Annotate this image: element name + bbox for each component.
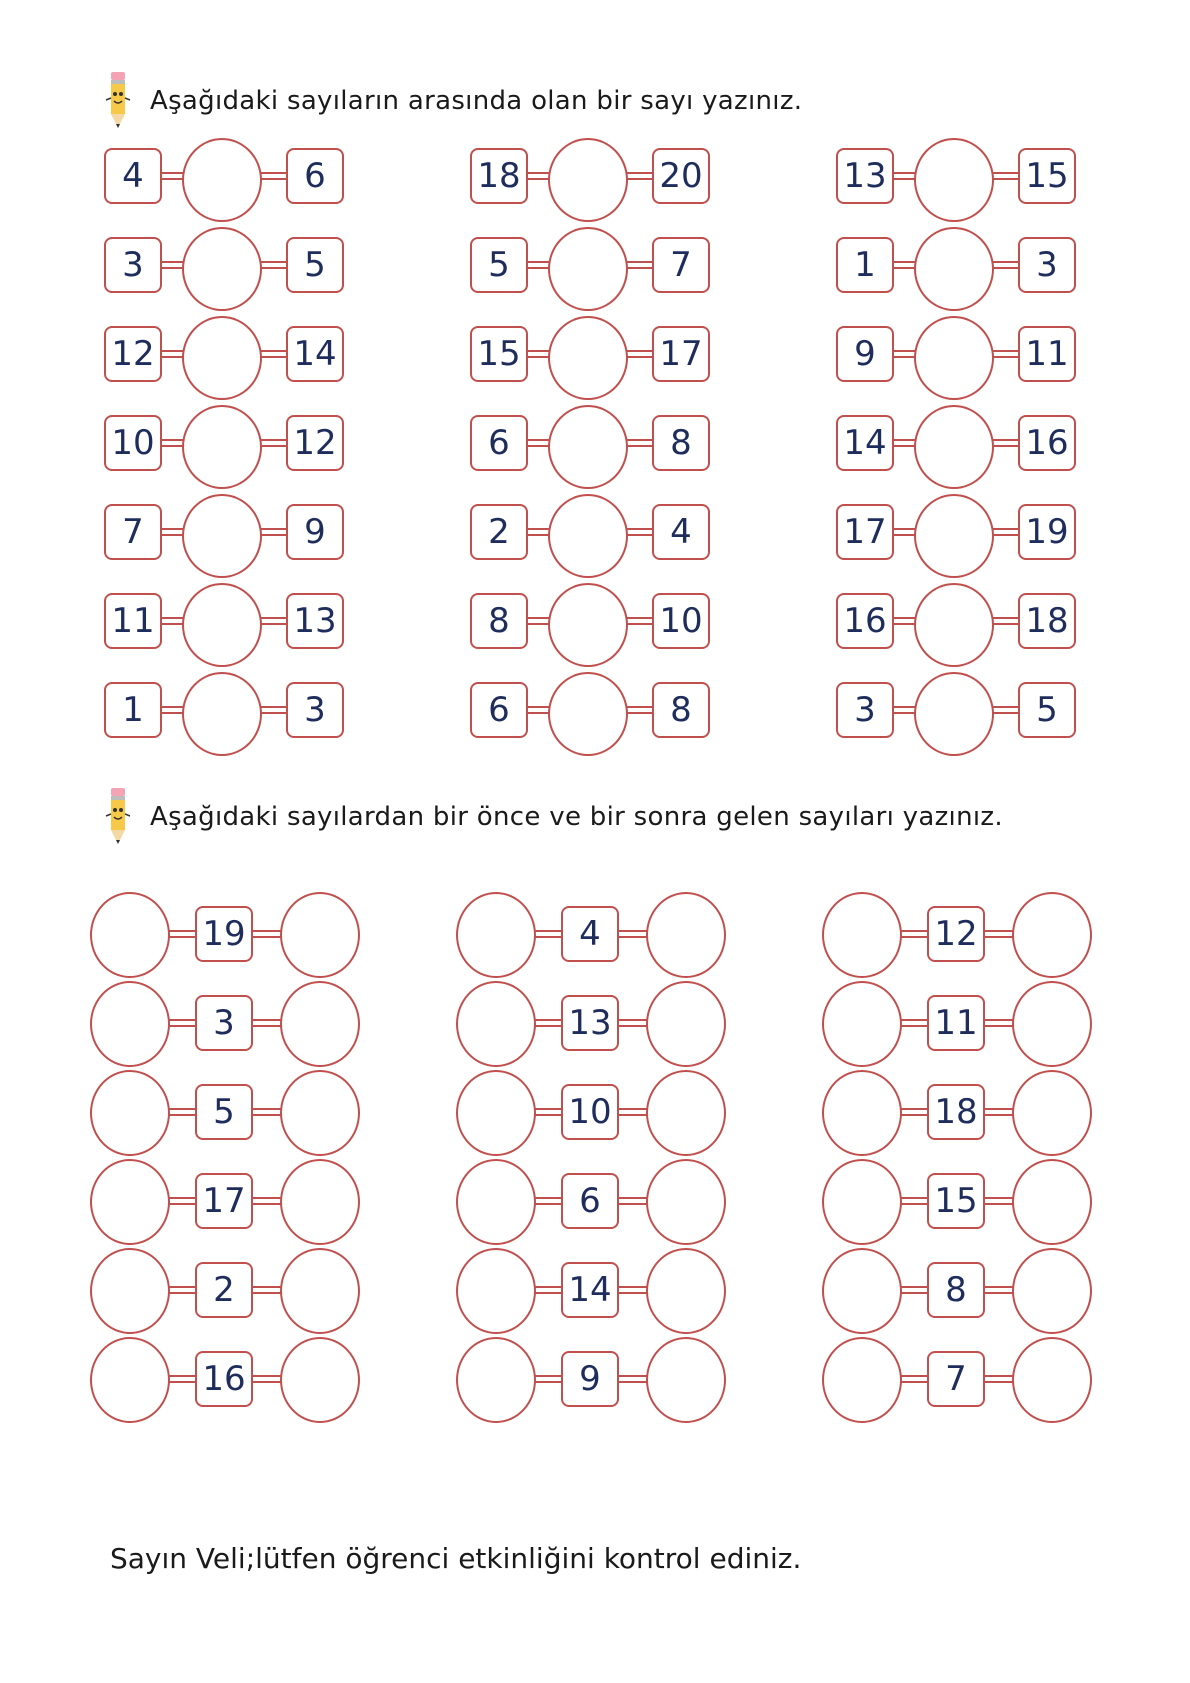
before-after-row — [90, 1159, 360, 1248]
connector — [260, 350, 288, 358]
after-answer-circle[interactable] — [1012, 1159, 1092, 1245]
answer-circle[interactable] — [182, 227, 262, 311]
connector — [900, 1197, 929, 1205]
right-number-box: 13 — [286, 593, 344, 649]
before-after-row — [456, 1159, 726, 1248]
before-after-column — [90, 892, 360, 1426]
before-answer-circle[interactable] — [456, 1070, 536, 1156]
right-number-box: 10 — [652, 593, 710, 649]
connector — [251, 1197, 282, 1205]
between-row — [836, 227, 1076, 316]
before-answer-circle[interactable] — [90, 1337, 170, 1423]
connector — [626, 528, 654, 536]
connector — [983, 1019, 1014, 1027]
before-answer-circle[interactable] — [822, 1248, 902, 1334]
connector — [251, 930, 282, 938]
connector — [534, 1019, 563, 1027]
given-number-box: 6 — [561, 1173, 619, 1229]
answer-circle[interactable] — [914, 316, 994, 400]
connector — [617, 1108, 648, 1116]
left-number-box: 8 — [470, 593, 528, 649]
given-number-box: 4 — [561, 906, 619, 962]
connector — [168, 1375, 197, 1383]
connector — [992, 617, 1020, 625]
connector — [528, 350, 550, 358]
connector — [528, 172, 550, 180]
answer-circle[interactable] — [548, 672, 628, 756]
given-number-box: 11 — [927, 995, 985, 1051]
answer-circle[interactable] — [914, 227, 994, 311]
between-row — [104, 227, 344, 316]
left-number-box: 1 — [104, 682, 162, 738]
connector — [528, 706, 550, 714]
before-after-row — [456, 892, 726, 981]
connector — [894, 439, 916, 447]
answer-circle[interactable] — [182, 494, 262, 578]
connector — [534, 930, 563, 938]
given-number-box: 10 — [561, 1084, 619, 1140]
given-number-box: 8 — [927, 1262, 985, 1318]
connector — [626, 439, 654, 447]
right-number-box: 3 — [1018, 237, 1076, 293]
before-after-row — [822, 1159, 1092, 1248]
left-number-box: 3 — [836, 682, 894, 738]
between-row — [470, 316, 710, 405]
connector — [626, 350, 654, 358]
connector — [894, 617, 916, 625]
between-row — [104, 583, 344, 672]
connector — [900, 1375, 929, 1383]
before-after-row — [822, 981, 1092, 1070]
right-number-box: 8 — [652, 415, 710, 471]
left-number-box: 16 — [836, 593, 894, 649]
after-answer-circle[interactable] — [280, 892, 360, 978]
given-number-box: 9 — [561, 1351, 619, 1407]
given-number-box: 2 — [195, 1262, 253, 1318]
connector — [894, 350, 916, 358]
parent-note: Sayın Veli;lütfen öğrenci etkinliğini kontrol ediniz. — [110, 1542, 802, 1575]
connector — [528, 261, 550, 269]
left-number-box: 17 — [836, 504, 894, 560]
before-after-row — [456, 981, 726, 1070]
connector — [260, 617, 288, 625]
right-number-box: 19 — [1018, 504, 1076, 560]
answer-circle[interactable] — [182, 405, 262, 489]
answer-circle[interactable] — [914, 583, 994, 667]
between-column — [836, 138, 1076, 761]
between-row — [836, 672, 1076, 761]
before-answer-circle[interactable] — [90, 1159, 170, 1245]
connector — [534, 1197, 563, 1205]
given-number-box: 14 — [561, 1262, 619, 1318]
after-answer-circle[interactable] — [646, 892, 726, 978]
between-row — [104, 138, 344, 227]
before-answer-circle[interactable] — [90, 1248, 170, 1334]
between-column — [470, 138, 710, 761]
left-number-box: 2 — [470, 504, 528, 560]
connector — [528, 439, 550, 447]
between-row — [104, 494, 344, 583]
connector — [900, 1108, 929, 1116]
left-number-box: 15 — [470, 326, 528, 382]
connector — [992, 706, 1020, 714]
left-number-box: 6 — [470, 415, 528, 471]
before-answer-circle[interactable] — [456, 892, 536, 978]
given-number-box: 13 — [561, 995, 619, 1051]
left-number-box: 13 — [836, 148, 894, 204]
connector — [260, 706, 288, 714]
between-row — [470, 405, 710, 494]
before-answer-circle[interactable] — [822, 1337, 902, 1423]
connector — [162, 261, 184, 269]
right-number-box: 7 — [652, 237, 710, 293]
connector — [894, 528, 916, 536]
instruction-1-text: Aşağıdaki sayıların arasında olan bir sayı yazınız. — [150, 86, 803, 116]
between-row — [104, 405, 344, 494]
answer-circle[interactable] — [548, 583, 628, 667]
right-number-box: 9 — [286, 504, 344, 560]
connector — [894, 706, 916, 714]
after-answer-circle[interactable] — [1012, 981, 1092, 1067]
before-after-row — [90, 892, 360, 981]
left-number-box: 11 — [104, 593, 162, 649]
after-answer-circle[interactable] — [280, 1070, 360, 1156]
pencil-icon — [100, 70, 136, 132]
after-answer-circle[interactable] — [280, 1337, 360, 1423]
between-row — [470, 138, 710, 227]
connector — [251, 1375, 282, 1383]
right-number-box: 5 — [1018, 682, 1076, 738]
right-number-box: 17 — [652, 326, 710, 382]
left-number-box: 12 — [104, 326, 162, 382]
before-after-row — [456, 1248, 726, 1337]
given-number-box: 7 — [927, 1351, 985, 1407]
after-answer-circle[interactable] — [1012, 1248, 1092, 1334]
connector — [992, 439, 1020, 447]
before-after-row — [456, 1070, 726, 1159]
given-number-box: 15 — [927, 1173, 985, 1229]
after-answer-circle[interactable] — [1012, 1337, 1092, 1423]
before-answer-circle[interactable] — [456, 1248, 536, 1334]
connector — [528, 528, 550, 536]
after-answer-circle[interactable] — [280, 981, 360, 1067]
before-answer-circle[interactable] — [90, 892, 170, 978]
connector — [900, 930, 929, 938]
connector — [168, 1108, 197, 1116]
connector — [162, 439, 184, 447]
before-answer-circle[interactable] — [456, 1337, 536, 1423]
after-answer-circle[interactable] — [646, 1248, 726, 1334]
right-number-box: 12 — [286, 415, 344, 471]
between-row — [470, 672, 710, 761]
before-answer-circle[interactable] — [456, 1159, 536, 1245]
connector — [894, 261, 916, 269]
instruction-1 — [100, 70, 802, 132]
connector — [534, 1375, 563, 1383]
between-row — [836, 405, 1076, 494]
answer-circle[interactable] — [548, 405, 628, 489]
before-after-row — [456, 1337, 726, 1426]
connector — [992, 528, 1020, 536]
answer-circle[interactable] — [548, 227, 628, 311]
answer-circle[interactable] — [182, 316, 262, 400]
connector — [992, 261, 1020, 269]
before-after-column — [456, 892, 726, 1426]
connector — [534, 1108, 563, 1116]
left-number-box: 14 — [836, 415, 894, 471]
between-row — [470, 494, 710, 583]
between-row — [836, 583, 1076, 672]
after-answer-circle[interactable] — [1012, 892, 1092, 978]
connector — [900, 1019, 929, 1027]
answer-circle[interactable] — [548, 138, 628, 222]
before-answer-circle[interactable] — [822, 892, 902, 978]
between-column — [104, 138, 344, 761]
connector — [528, 617, 550, 625]
right-number-box: 14 — [286, 326, 344, 382]
connector — [900, 1286, 929, 1294]
before-after-row — [822, 1070, 1092, 1159]
before-answer-circle[interactable] — [822, 1159, 902, 1245]
connector — [983, 1375, 1014, 1383]
before-after-row — [90, 1070, 360, 1159]
connector — [162, 528, 184, 536]
given-number-box: 18 — [927, 1084, 985, 1140]
connector — [992, 350, 1020, 358]
after-answer-circle[interactable] — [646, 1337, 726, 1423]
connector — [162, 350, 184, 358]
before-after-column — [822, 892, 1092, 1426]
after-answer-circle[interactable] — [280, 1248, 360, 1334]
left-number-box: 1 — [836, 237, 894, 293]
right-number-box: 5 — [286, 237, 344, 293]
left-number-box: 4 — [104, 148, 162, 204]
pencil-icon — [100, 786, 136, 848]
given-number-box: 3 — [195, 995, 253, 1051]
connector — [162, 172, 184, 180]
after-answer-circle[interactable] — [646, 981, 726, 1067]
given-number-box: 5 — [195, 1084, 253, 1140]
before-after-row — [90, 981, 360, 1070]
left-number-box: 9 — [836, 326, 894, 382]
answer-circle[interactable] — [182, 672, 262, 756]
answer-circle[interactable] — [914, 405, 994, 489]
instruction-2-text: Aşağıdaki sayılardan bir önce ve bir sonra gelen sayıları yazınız. — [150, 802, 1003, 832]
answer-circle[interactable] — [914, 138, 994, 222]
left-number-box: 7 — [104, 504, 162, 560]
right-number-box: 4 — [652, 504, 710, 560]
connector — [534, 1286, 563, 1294]
answer-circle[interactable] — [548, 316, 628, 400]
before-answer-circle[interactable] — [90, 1070, 170, 1156]
connector — [617, 1197, 648, 1205]
before-after-row — [90, 1248, 360, 1337]
instruction-2 — [100, 786, 1003, 848]
before-after-row — [822, 1248, 1092, 1337]
connector — [626, 261, 654, 269]
connector — [168, 930, 197, 938]
right-number-box: 20 — [652, 148, 710, 204]
after-answer-circle[interactable] — [1012, 1070, 1092, 1156]
right-number-box: 6 — [286, 148, 344, 204]
left-number-box: 18 — [470, 148, 528, 204]
connector — [617, 1375, 648, 1383]
connector — [626, 617, 654, 625]
between-row — [470, 227, 710, 316]
connector — [626, 706, 654, 714]
connector — [617, 1019, 648, 1027]
before-answer-circle[interactable] — [822, 1070, 902, 1156]
connector — [617, 930, 648, 938]
left-number-box: 10 — [104, 415, 162, 471]
connector — [168, 1197, 197, 1205]
connector — [260, 439, 288, 447]
left-number-box: 3 — [104, 237, 162, 293]
right-number-box: 18 — [1018, 593, 1076, 649]
before-answer-circle[interactable] — [456, 981, 536, 1067]
connector — [983, 1286, 1014, 1294]
connector — [260, 261, 288, 269]
before-after-row — [822, 1337, 1092, 1426]
connector — [168, 1019, 197, 1027]
after-answer-circle[interactable] — [646, 1159, 726, 1245]
connector — [162, 706, 184, 714]
left-number-box: 5 — [470, 237, 528, 293]
after-answer-circle[interactable] — [280, 1159, 360, 1245]
right-number-box: 11 — [1018, 326, 1076, 382]
right-number-box: 16 — [1018, 415, 1076, 471]
before-after-row — [822, 892, 1092, 981]
between-row — [104, 672, 344, 761]
right-number-box: 15 — [1018, 148, 1076, 204]
connector — [617, 1286, 648, 1294]
connector — [992, 172, 1020, 180]
connector — [983, 1197, 1014, 1205]
answer-circle[interactable] — [914, 672, 994, 756]
connector — [260, 528, 288, 536]
connector — [251, 1108, 282, 1116]
answer-circle[interactable] — [914, 494, 994, 578]
right-number-box: 8 — [652, 682, 710, 738]
connector — [894, 172, 916, 180]
answer-circle[interactable] — [182, 583, 262, 667]
connector — [983, 930, 1014, 938]
left-number-box: 6 — [470, 682, 528, 738]
right-number-box: 3 — [286, 682, 344, 738]
connector — [983, 1108, 1014, 1116]
given-number-box: 12 — [927, 906, 985, 962]
between-row — [836, 138, 1076, 227]
given-number-box: 19 — [195, 906, 253, 962]
connector — [251, 1286, 282, 1294]
between-row — [836, 494, 1076, 583]
connector — [626, 172, 654, 180]
connector — [168, 1286, 197, 1294]
connector — [251, 1019, 282, 1027]
between-row — [470, 583, 710, 672]
before-after-row — [90, 1337, 360, 1426]
between-row — [104, 316, 344, 405]
answer-circle[interactable] — [548, 494, 628, 578]
before-answer-circle[interactable] — [822, 981, 902, 1067]
given-number-box: 16 — [195, 1351, 253, 1407]
answer-circle[interactable] — [182, 138, 262, 222]
before-answer-circle[interactable] — [90, 981, 170, 1067]
after-answer-circle[interactable] — [646, 1070, 726, 1156]
given-number-box: 17 — [195, 1173, 253, 1229]
connector — [260, 172, 288, 180]
between-row — [836, 316, 1076, 405]
connector — [162, 617, 184, 625]
